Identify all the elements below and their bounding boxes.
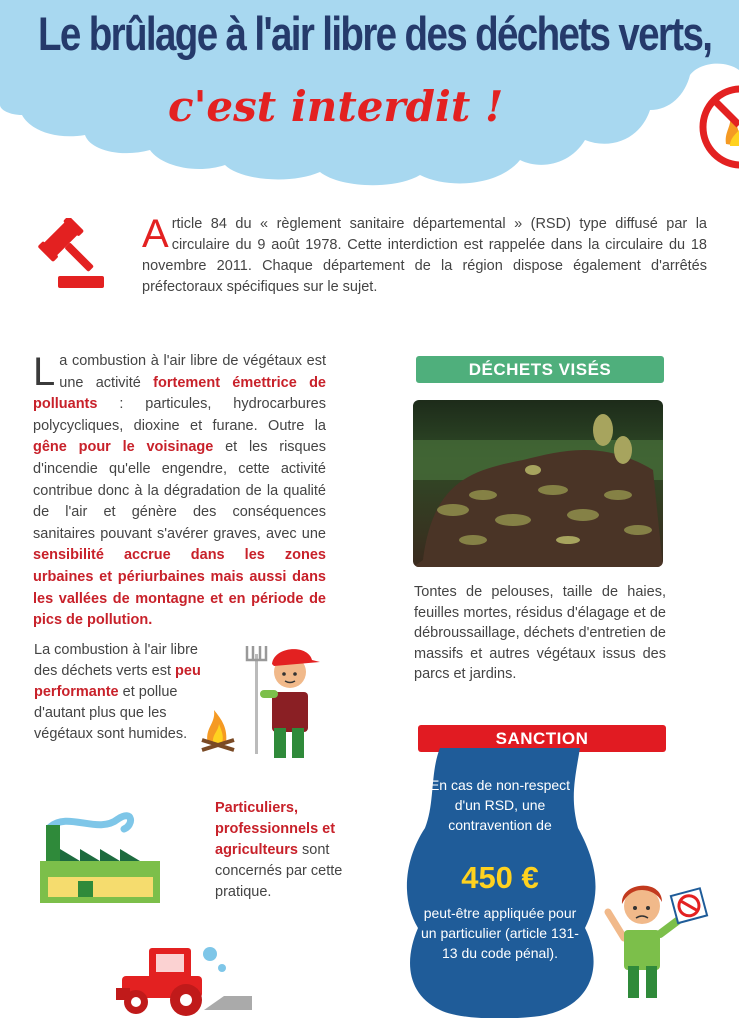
- sanction-text-after: peut-être appliquée pour un particulier (article 131-13 du code pénal).: [421, 905, 579, 961]
- main-highlight-1: fortement émettrice de polluants: [33, 374, 326, 413]
- dechets-text: Tontes de pelouses, taille de haies, feuilles mortes, résidus d'élagage et de débroussaillage, déchets d'entretien de massifs et autres végétaux issus des parcs et jardins.: [414, 584, 666, 682]
- performance-highlight: peu performante: [34, 663, 201, 700]
- main-drop-cap: L: [33, 350, 56, 394]
- green-waste-photo: [413, 400, 663, 567]
- fine-amount: 450 €: [461, 860, 539, 895]
- main-highlight-2: gêne pour le voisinage: [33, 439, 214, 456]
- main-text-3: et les risques d'incendie qu'elle engendre, cette activité contribue donc à la dégradation de la qualité de l'air et génère des conséquences sanitaires pouvant s'avérer graves, avec une: [33, 439, 326, 542]
- page-title-line1: Le brûlage à l'air libre des déchets verts,: [38, 7, 712, 60]
- main-text-1: a combustion à l'air libre de végétaux est une activité: [59, 353, 326, 391]
- main-paragraph: [33, 351, 326, 632]
- campfire-icon: [202, 710, 234, 750]
- intro-paragraph: [142, 214, 707, 298]
- farmer-illustration: [200, 632, 330, 762]
- child-with-sign-illustration: [604, 868, 709, 1003]
- concerned-paragraph: [215, 798, 345, 903]
- page-title-line2: c'est interdit !: [168, 82, 504, 131]
- sanction-banner: SANCTION: [418, 725, 666, 752]
- sanction-text-before: En cas de non-respect d'un RSD, une contravention de: [429, 777, 571, 833]
- intro-drop-cap: A: [142, 212, 169, 256]
- gavel-icon: [32, 218, 110, 296]
- main-highlight-3: sensibilité accrue dans les zones urbaines et périurbaines mais aussi dans les vallées de montagne et en période de pics de pollution.: [33, 547, 326, 629]
- concerned-text: sont concernés par cette pratique.: [215, 842, 343, 900]
- no-fire-icon: [696, 82, 739, 172]
- dechets-vises-banner: DÉCHETS VISÉS: [416, 356, 664, 383]
- performance-paragraph: [34, 640, 209, 745]
- performance-text-1: La combustion à l'air libre des déchets verts est: [34, 642, 198, 679]
- main-text-2: : particules, hydrocarbures polycycliques, dioxine et furane. Outre la: [33, 396, 326, 434]
- intro-text: rticle 84 du « règlement sanitaire départemental » (RSD) type diffusé par la circulaire du 9 août 1978. Cette interdiction est rappelée dans la circulaire du 18 novembre 2011. Chaque département de la région dispose également d'arrêtés préfectoraux spécifiques sur le sujet.: [142, 216, 707, 295]
- tractor-illustration: [114, 940, 254, 1018]
- factory-illustration: [38, 805, 163, 905]
- concerned-highlight: Particuliers, professionnels et agriculteurs: [215, 800, 336, 858]
- performance-text-2: et pollue d'autant plus que les végétaux sont humides.: [34, 684, 188, 742]
